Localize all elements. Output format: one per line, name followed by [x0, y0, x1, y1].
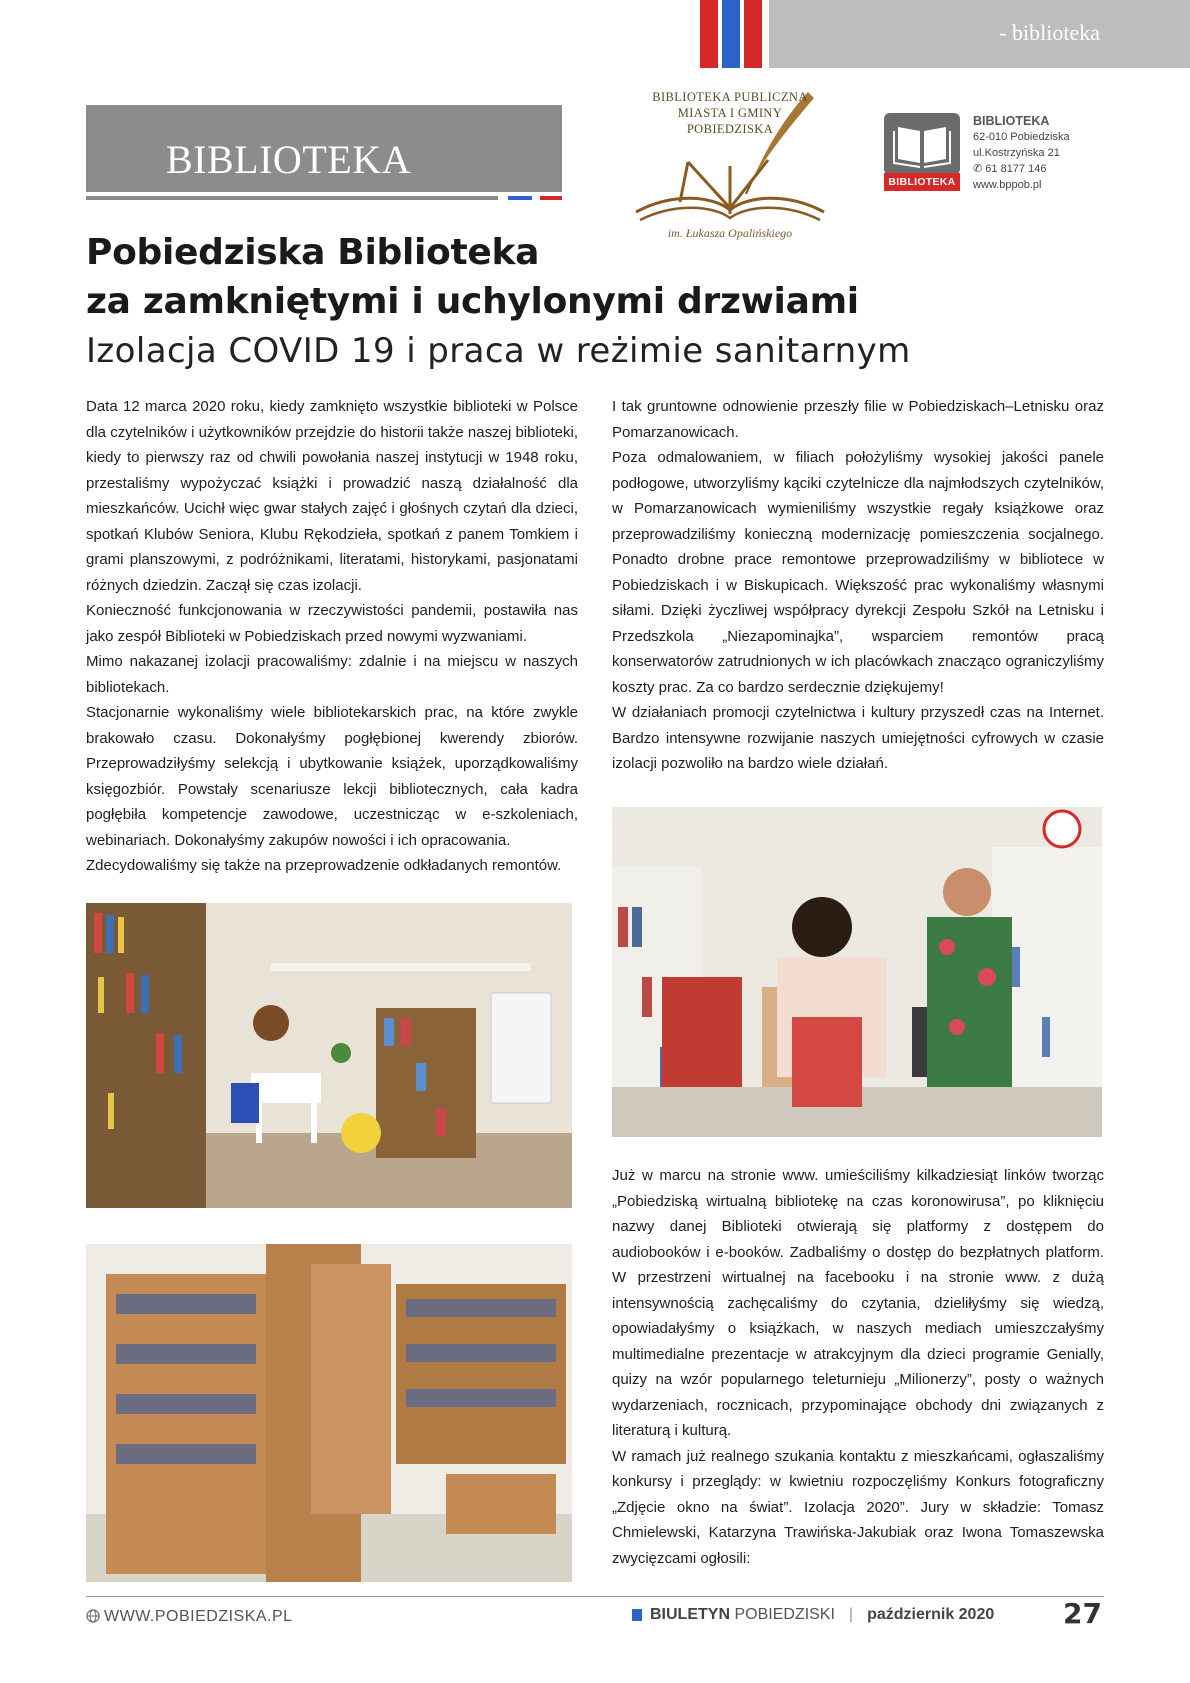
contact-phone-row [973, 161, 1070, 177]
footer-publication [632, 1606, 994, 1624]
page-number: 27 [1063, 1597, 1102, 1630]
paragraph: Konieczność funkcjonowania w rzeczywistości pandemii, postawiła nas jako zespół Biblioteki w Pobiedziskach przed nowymi wyzwaniami. [86, 602, 578, 645]
paragraph: Już w marcu na stronie www. umieściliśmy kilkadziesiąt linków tworząc „Pobiedziską wirtualną bibliotekę na czas koronowirusa”, po kliknięciu nazwy danej Biblioteki otwierają się platformy z dostępem do audiobooków i e-booków. Zadbaliśmy o dostęp do bezpłatnych platform. W przestrzeni wirtualnej na facebooku i na stronie www. z dużą intensywnością zachęcaliśmy do czytania, dzieliłyśmy się wiedzą, opowiadałyśmy o książkach, w naszych mediach umieszczałyśmy multimedialne prezentacje w atrakcyjnym dla dzieci programie Genially, quizy na wzór popularnego teleturnieju „Milionerzy”, posty o ważnych wydarzeniach, rocznicach, przypominające obchody dni związanych z literaturą i kulturą. [612, 1167, 1104, 1439]
bulletin-square-icon [632, 1609, 642, 1621]
article-column-right-bottom [612, 1163, 1104, 1571]
article-title-line-1: Pobiedziska Biblioteka [86, 232, 540, 273]
header-stripe-red-2 [744, 0, 762, 68]
section-title: BIBLIOTEKA [166, 137, 411, 182]
contact-icon-label: BIBLIOTEKA [884, 173, 960, 191]
paragraph: Stacjonarnie wykonaliśmy wiele bibliotekarskich prac, na które zwykle brakowało czasu. Dokonałyśmy pogłębionej kwerendy zbiorów. Przeprowadziłyśmy selekcją i ubytkowanie książek, uporządkowaliśmy księgozbiór. Powstały scenariusze lekcji bibliotecznych, cała kadra pogłębiła kompetencje zawodowe, uczestnicząc w e-szkoleniach, webinariach. Dokonałyśmy zakupów nowości i ich opracowania. [86, 704, 578, 849]
logo-line-1: BIBLIOTEKA PUBLICZNA [652, 90, 808, 104]
photo-childrens-corner [86, 903, 572, 1208]
header-stripe-red [700, 0, 718, 68]
section-underline-blue [508, 196, 532, 200]
paragraph: Zdecydowaliśmy się także na przeprowadzenie odkładanych remontów. [86, 857, 562, 874]
contact-street: ul.Kostrzyńska 21 [973, 147, 1060, 159]
paragraph: Data 12 marca 2020 roku, kiedy zamknięto wszystkie biblioteki w Polsce dla czytelników i użytkowników przejdzie do historii także naszej biblioteki, kiedy to pierwszy raz od chwili powołania naszej instytucji w 1948 roku, przestaliśmy wypożyczać książki i prowadzić naszą działalność dla mieszkańców. Ucichł więc gwar stałych zajęć i głośnych czytań dla dzieci, spotkań Klubów Seniora, Klubu Rękodzieła, spotkań z panem Tomkiem i grami planszowymi, z podróżnikami, literatami, historykami, pasjonatami różnych dziedzin. Zaczął się czas izolacji. [86, 398, 578, 594]
paragraph: W działaniach promocji czytelnictwa i kultury przyszedł czas na Internet. Bardzo intensywne rozwijanie naszych umiejętności cyfrowych w czasie izolacji pozwoliło na bardzo wiele działań. [612, 704, 1104, 772]
footer-divider [86, 1596, 1104, 1597]
photo-library-shelves [86, 1244, 572, 1582]
paragraph: I tak gruntowne odnowienie przeszły filie w Pobiedziskach–Letnisku oraz Pomarzanowicach. [612, 398, 1104, 441]
contact-info [973, 113, 1070, 193]
section-tag: - biblioteka [999, 20, 1100, 45]
library-logo [618, 84, 842, 248]
paragraph: W ramach już realnego szukania kontaktu z mieszkańcami, ogłaszaliśmy konkursy i przeglądy: w kwietniu rozpoczęliśmy Konkurs fotograficzny „Zdjęcie okno na świat”. Izolacja 2020”. Jury w składzie: Tomasz Chmielewski, Katarzyna Trawińska-Jakubiak oraz Iwona Tomaszewska zwycięzcami ogłosili: [612, 1447, 1104, 1567]
section-underline-red [540, 196, 562, 200]
footer-website-link[interactable]: WWW.POBIEDZISKA.PL [104, 1608, 293, 1625]
bulletin-name: POBIEDZISKI [734, 1606, 835, 1623]
section-underline-gray [86, 196, 498, 200]
photo-librarians-at-work [612, 807, 1102, 1137]
contact-name: BIBLIOTEKA [973, 114, 1050, 128]
contact-web[interactable]: www.bppob.pl [973, 179, 1042, 191]
article-title-line-2: za zamkniętymi i uchylonymi drzwiami [86, 281, 859, 322]
logo-line-2: MIASTA I GMINY [677, 106, 783, 120]
contact-postal: 62-010 Pobiedziska [973, 131, 1070, 143]
footer-separator: | [848, 1606, 854, 1623]
bulletin-name-bold: BIULETYN [650, 1606, 730, 1623]
paragraph: Mimo nakazanej izolacji pracowaliśmy: zdalnie i na miejscu w naszych bibliotekach. [86, 653, 578, 696]
logo-patron: im. Łukasza Opalińskiego [667, 226, 793, 240]
logo-line-3: POBIEDZISKA [686, 122, 774, 136]
article-column-right-top [612, 394, 1104, 777]
phone-icon: ✆ [973, 163, 986, 175]
article-subtitle: Izolacja COVID 19 i praca w reżimie sanitarnym [86, 331, 911, 371]
library-contact-icon [884, 113, 960, 193]
header-stripe-blue [722, 0, 740, 68]
article-title [86, 228, 859, 326]
contact-phone: 61 8177 146 [985, 163, 1047, 175]
paragraph: Poza odmalowaniem, w filiach położyliśmy wysokiej jakości panele podłogowe, utworzyliśmy kąciki czytelnicze dla najmłodszych czytelników, w Pomarzanowicach wymieniliśmy wszystkie regały książkowe oraz przeprowadziliśmy konieczną modernizację pomieszczenia socjalnego. Ponadto drobne prace remontowe przeprowadziliśmy w bibliotece w Pobiedziskach i w Biskupicach. Większość prac wykonaliśmy własnymi siłami. Dzięki życzliwej współpracy dyrekcji Zespołu Szkół na Letnisku i Przedszkola „Niezapominajka”, wsparciem remontów pracą konserwatorów zatrudnionych w ich placówkach znacząco ograniczyliśmy koszty prac. Za co bardzo serdecznie dziękujemy! [612, 449, 1104, 696]
header-section-bar [769, 0, 1190, 68]
open-book-icon [884, 113, 960, 175]
article-column-left [86, 394, 578, 879]
issue-date: październik 2020 [867, 1606, 995, 1623]
globe-icon [86, 1609, 100, 1623]
